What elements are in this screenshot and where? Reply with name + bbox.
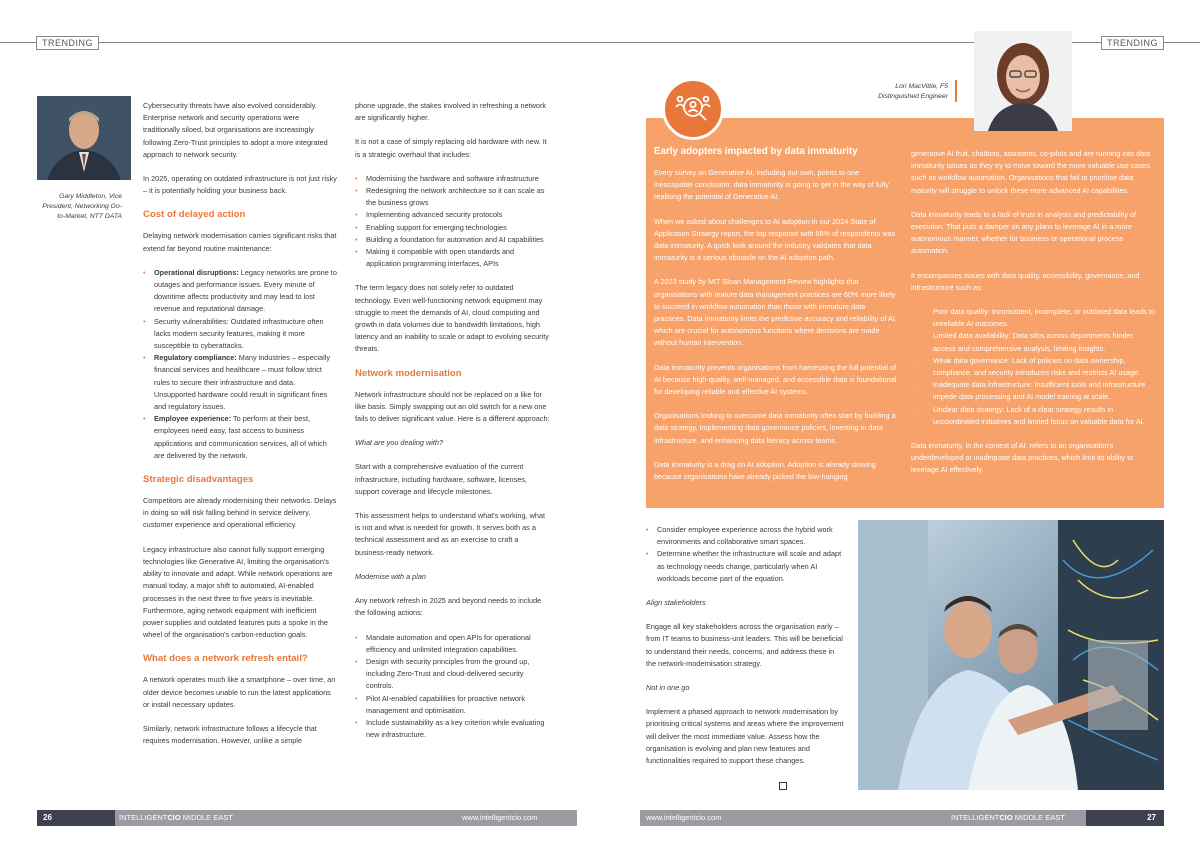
list-item: · Unclear data strategy: Lack of a clear strategy results in uncoordinated initiatives and limited focus on valuable data for AI. — [911, 404, 1157, 428]
bullet-text: Legacy networks are prone to outages and performance issues. Every minute of downtime affects productivity and may lead to lost revenue and reputational damage. — [154, 267, 337, 314]
box-title: Early adopters impacted by data immaturity — [654, 146, 858, 157]
list-item: • Making it compatible with open standards and application programming interfaces, APIs — [355, 246, 550, 270]
page-number-left: 26 — [37, 810, 115, 826]
paragraph: It is not a case of simply replacing old hardware with new. It is a strategic overhaul that includes: — [355, 137, 547, 159]
brand-text: MIDDLE EAST — [1012, 813, 1065, 822]
paragraph: Implement a phased approach to network modernisation by prioritising critical systems and areas where the improvement will deliver the most immediate value. Assess how the organisation is evolving and plan new features and functionalities required to support these changes. — [646, 707, 844, 766]
paragraph: A network operates much like a smartphone – over time, an older device becomes unable to run the latest applications or install necessary updates. — [143, 675, 336, 709]
list-item — [143, 413, 338, 462]
paragraph: Data immaturity prevents organisations from harnessing the full potential of AI because high-quality, well-managed, and accessible data is foundational for developing reliable and effective AI systems. — [654, 362, 897, 397]
paragraph: Data immaturity, in the context of AI, refers to an organisation's underdeveloped or inadequate data practices, which limit its ability to leverage AI effectively. — [911, 441, 1134, 475]
paragraph: The term legacy does not solely refer to outdated technology. Even well-functioning network equipment may struggle to meet the demands of AI, cloud computing and growth in data volumes due to bandwidth limitations, high latency and an inability to scale or adapt to evolving security threats. — [355, 283, 549, 354]
column-1 — [143, 100, 338, 747]
trending-tag-left: TRENDING — [36, 36, 99, 50]
box-left-column — [654, 146, 898, 483]
bullet-text: Many industries – especially financial services and healthcare – must follow strict rules to secure their infrastructure and data. Unsupported hardware could result in significant fines and regulatory issues. — [154, 353, 330, 412]
bullet-bold: Employee experience: — [154, 414, 232, 424]
brand-text: MIDDLE EAST — [180, 813, 233, 822]
subheading-italic: What are you dealing with? — [355, 438, 444, 448]
footer-url-right[interactable]: www.intelligentcio.com — [646, 813, 722, 822]
caption-line: Distinguished Engineer — [878, 93, 948, 100]
portrait-gary-middleton — [37, 96, 131, 180]
paragraph: phone upgrade, the stakes involved in refreshing a network are significantly higher. — [355, 101, 547, 123]
footer-left — [37, 810, 577, 826]
caption-line: Lori MacVittie, F5 — [895, 83, 948, 90]
paragraph: When we asked about challenges to AI adoption in our 2024 State of Application Strategy report, the top response with 56% of respondents was data immaturity. A quick look around the industry validates that data immaturity is a serious obstacle on the AI adoption path. — [654, 216, 896, 263]
caption-lori-macvittie — [848, 82, 948, 102]
paragraph: Cybersecurity threats have also evolved considerably. Enterprise network and security operations were traditionally siloed, but organisations are increasingly following Zero-Trust principles to adopt a more integrated approach to network security. — [143, 101, 328, 159]
footer-right — [640, 810, 1164, 826]
end-mark-icon — [779, 782, 787, 790]
paragraph: Legacy infrastructure also cannot fully support emerging technologies like Generative AI, limiting the organisation's ability to innovate and adapt. While network operations are manual today, a major shift to automated, AI-enabled processes in the next three to five years is inevitable. Furthermore, aging network equipment with inefficient power supplies and outdated features puts a spoke in the wheel of the organisation's carbon-reduction goals. — [143, 544, 333, 640]
caption-gary-middleton: Gary Middleton, Vice President, Networking Go-to-Market, NTT DATA — [42, 193, 122, 220]
subheading-italic: Modernise with a plan — [355, 571, 426, 581]
subheading-italic: Align stakeholders — [646, 598, 706, 608]
brand-text: INTELLIGENT — [951, 813, 1000, 822]
subheading-italic: Not in one go — [646, 683, 690, 693]
paragraph: Engage all key stakeholders across the organisation early – from IT teams to business-unit leaders. This will be beneficial to understand their needs, concerns, and address these in the network-modernisation strategy. — [646, 622, 843, 668]
list-item: • Implementing advanced security protocols — [355, 209, 550, 221]
list-item: • Include sustainability as a key criterion while evaluating new infrastructure. — [355, 717, 550, 741]
bullet-list — [646, 524, 846, 585]
trending-tag-right: TRENDING — [1101, 36, 1164, 50]
heading-network-modernisation: Network modernisation — [355, 367, 462, 379]
list-item: · Inadequate data infrastructure: Insufficient tools and infrastructure impede data processing and AI model training at scale. — [911, 379, 1157, 403]
bullet-text: Security vulnerabilities: Outdated infrastructure often lacks modern security features, making it more susceptible to cyberattacks. — [154, 316, 324, 351]
list-item: • Determine whether the infrastructure will scale and adapt as technology needs change, particularly when AI workloads become part of the equation. — [646, 548, 846, 585]
paragraph: In 2025, operating on outdated infrastructure is not just risky – it is potentially holding your business back. — [143, 174, 337, 196]
paragraph: Network infrastructure should not be replaced on a like for like basis. Simply swapping out an old switch for a new one fails to deliver significant value. Here is a different approach: — [355, 389, 550, 424]
bullet-bold: Operational disruptions: — [154, 267, 239, 277]
list-item: • Redesigning the network architecture so it can scale as the business grows — [355, 185, 550, 209]
sidebar-box-data-immaturity — [646, 118, 1164, 508]
footer-brand-right — [951, 813, 1065, 822]
footer-url-left[interactable]: www.intelligentcio.com — [462, 813, 538, 822]
bullet-list — [355, 173, 550, 271]
dash-list — [911, 306, 1157, 428]
brand-text: INTELLIGENT — [119, 813, 168, 822]
bullet-list — [355, 632, 550, 742]
brand-text-bold: CIO — [167, 813, 181, 822]
brand-text-bold: CIO — [999, 813, 1013, 822]
column-3 — [646, 524, 846, 767]
box-right-column — [911, 148, 1157, 477]
list-item: • Building a foundation for automation and AI capabilities — [355, 234, 550, 246]
footer-brand-left — [119, 813, 233, 822]
list-item: · Weak data governance: Lack of policies on data ownership, compliance, and security introduces risks and restricts AI usage. — [911, 355, 1157, 379]
list-item — [143, 267, 338, 316]
paragraph: A 2023 study by MIT Sloan Management Review highlights that organisations with mature data management practices are 60% more likely to succeed in workflow automation than those with immature data practices. Data immaturity limits the predictive accuracy and reliability of AI, which are crucial for autonomous functions where decisions are made without human intervention. — [654, 277, 897, 348]
bullet-text: To perform at their best, employees need easy, fast access to business applications and communication services, all of which are delivered by the network. — [154, 414, 327, 460]
paragraph: generative AI fruit, chatbots, assistants, co-pilots and are running into data immaturity issues as they try to move toward the more valuable use cases such as workflow automation. Organisations that fail to prioritise data maturity will struggle to unlock these more advanced AI capabilities. — [911, 149, 1151, 195]
heading-strategic-disadvantages: Strategic disadvantages — [143, 474, 254, 486]
list-item: • Consider employee experience across the hybrid work environments and collaborative smart spaces. — [646, 524, 846, 548]
list-item — [143, 352, 338, 413]
page-number-right: 27 — [1086, 810, 1164, 826]
caption-accent-bar — [955, 80, 957, 102]
heading-cost-of-delayed-action: Cost of delayed action — [143, 209, 246, 221]
paragraph: Similarly, network infrastructure follows a lifecycle that requires modernisation. However, unlike a simple — [143, 723, 317, 746]
paragraph: Competitors are already modernising their networks. Delays in doing so will risk falling behind in service delivery, customer experience and operational efficiency. — [143, 496, 337, 530]
paragraph: It encompasses issues with data quality, accessibility, governance, and infrastructure such as: — [911, 270, 1140, 292]
team-search-icon — [662, 78, 724, 140]
paragraph: Any network refresh in 2025 and beyond needs to include the following actions: — [355, 596, 542, 618]
server-room-photo — [858, 520, 1164, 790]
list-item: • Mandate automation and open APIs for operational efficiency and unlimited integration capabilities. — [355, 632, 550, 656]
paragraph: Every survey on Generative AI, including our own, points to one inescapable conclusion: data immaturity is going to get in the way of fully realising the potential of Generative AI. — [654, 168, 889, 202]
list-item: • Modernising the hardware and software infrastructure — [355, 173, 550, 185]
bullet-bold: Regulatory compliance: — [154, 353, 237, 363]
list-item — [143, 316, 338, 353]
list-item: • Enabling support for emerging technologies — [355, 222, 550, 234]
list-item: · Limited data availability: Data silos across departments hinder access and comprehensive analysis, limiting insights. — [911, 330, 1157, 354]
list-item: • Design with security principles from the ground up, including Zero-Trust and cloud-delivered security controls. — [355, 656, 550, 693]
heading-network-refresh: What does a network refresh entail? — [143, 653, 308, 665]
paragraph: Start with a comprehensive evaluation of the current infrastructure, including hardware, software, licenses, support coverage and lifecycle milestones. — [355, 462, 527, 496]
list-item: • Pilot AI-enabled capabilities for proactive network management and optimisation. — [355, 693, 550, 717]
paragraph: Data immaturity leads to a lack of trust in analysis and predictability of execution. That puts a damper on any plans to leverage AI in a more autonomous manner, whether for business or operational process automation. — [911, 209, 1137, 256]
list-item: · Poor data quality: Inconsistent, incomplete, or outdated data leads to unreliable AI outcomes. — [911, 306, 1157, 330]
bullet-list — [143, 267, 338, 462]
portrait-lori-macvittie — [974, 31, 1072, 131]
paragraph: Data immaturity is a drag on AI adoption. Adoption is already slowing because organisations have already picked the low-hanging — [654, 459, 876, 482]
paragraph: Organisations looking to overcome data immaturity often start by building a data strategy, implementing data governance policies, investing in data infrastructure, and enhancing data literacy across teams. — [654, 411, 896, 445]
paragraph: This assessment helps to understand what's working, what is not and what is needed for growth. It serves both as a technical assessment and as an exercise to craft a business-ready network. — [355, 511, 545, 557]
paragraph: Delaying network modernisation carries significant risks that extend far beyond routine maintenance: — [143, 231, 337, 253]
column-2 — [355, 100, 550, 741]
